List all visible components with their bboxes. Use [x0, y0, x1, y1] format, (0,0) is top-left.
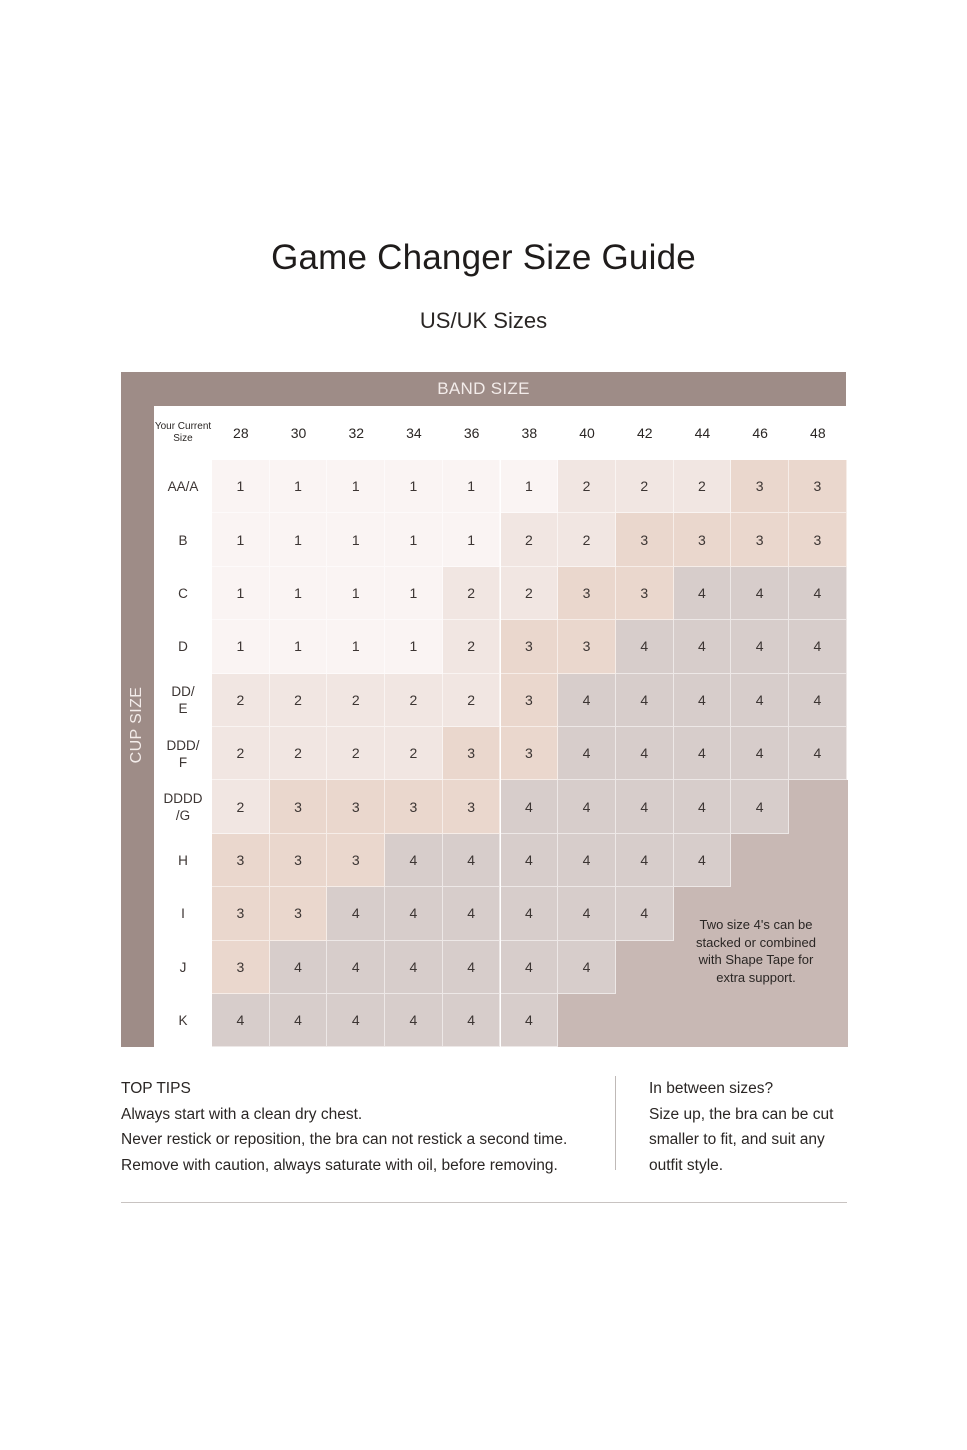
size-cell: 4: [789, 674, 847, 727]
top-tips-heading: TOP TIPS: [121, 1080, 191, 1097]
size-cell: 1: [327, 567, 385, 620]
size-cell: 1: [501, 460, 559, 513]
size-cell: 4: [443, 994, 501, 1047]
size-cell: 4: [731, 780, 789, 833]
size-cell: 3: [443, 727, 501, 780]
size-cell: 1: [327, 460, 385, 513]
top-tips: [121, 1076, 611, 1178]
size-cell: 3: [385, 780, 443, 833]
size-cell: 4: [674, 780, 732, 833]
size-cell: 4: [501, 941, 559, 994]
size-cell: 2: [270, 727, 328, 780]
size-cell: 3: [270, 834, 328, 887]
size-cell: 2: [443, 620, 501, 673]
size-cell: 2: [327, 674, 385, 727]
size-cell: 4: [501, 887, 559, 940]
size-cell: 2: [616, 460, 674, 513]
size-cell: 3: [731, 513, 789, 566]
size-cell: 4: [385, 834, 443, 887]
size-cell: 3: [789, 513, 847, 566]
size-cell: 4: [501, 994, 559, 1047]
tip-line: Remove with caution, always saturate with oil, before removing.: [121, 1156, 558, 1174]
size-cell: 1: [443, 460, 501, 513]
band-header: 36: [443, 406, 501, 460]
size-cell: 2: [385, 674, 443, 727]
cup-row-label: DDD/ F: [154, 727, 212, 780]
size-cell: 1: [385, 460, 443, 513]
size-cell: 3: [501, 674, 559, 727]
band-header: 30: [270, 406, 328, 460]
size-cell: 1: [385, 513, 443, 566]
size-cell: 2: [501, 513, 559, 566]
band-header: 40: [558, 406, 616, 460]
size-cell: 4: [731, 674, 789, 727]
empty-region: [558, 994, 848, 1047]
band-header: 48: [789, 406, 847, 460]
band-header: 46: [731, 406, 789, 460]
size-cell: 4: [674, 567, 732, 620]
size-cell: 1: [385, 567, 443, 620]
band-size-label: BAND SIZE: [437, 379, 530, 398]
size-cell: 4: [443, 887, 501, 940]
size-cell: 3: [327, 780, 385, 833]
size-cell: 4: [558, 834, 616, 887]
size-cell: 1: [212, 460, 270, 513]
size-cell: 4: [501, 834, 559, 887]
in-between-line: In between sizes?: [649, 1080, 774, 1097]
size-cell: 4: [212, 994, 270, 1047]
size-cell: 3: [789, 460, 847, 513]
size-cell: 4: [616, 887, 674, 940]
size-cell: 4: [385, 994, 443, 1047]
size-cell: 3: [616, 567, 674, 620]
size-cell: 4: [616, 834, 674, 887]
size-cell: 4: [616, 727, 674, 780]
in-between-line: smaller to fit, and suit any: [649, 1131, 825, 1148]
size-cell: 2: [443, 674, 501, 727]
size-cell: 1: [212, 620, 270, 673]
cup-row-label: J: [154, 941, 212, 994]
size-cell: 4: [558, 674, 616, 727]
size-cell: 2: [558, 513, 616, 566]
size-cell: 4: [789, 727, 847, 780]
cup-size-label: CUP SIZE: [128, 686, 145, 764]
size-cell: 1: [270, 513, 328, 566]
size-cell: 4: [789, 567, 847, 620]
vertical-divider: [615, 1076, 616, 1170]
size-cell: 4: [558, 727, 616, 780]
size-cell: 4: [443, 834, 501, 887]
cup-row-label: C: [154, 567, 212, 620]
cup-row-label: I: [154, 887, 212, 940]
size-cell: 4: [558, 941, 616, 994]
corner-label: Your Current Size: [154, 406, 212, 460]
size-cell: 3: [270, 887, 328, 940]
size-cell: 1: [270, 620, 328, 673]
cup-row-label: K: [154, 994, 212, 1047]
size-cell: 4: [327, 994, 385, 1047]
size-cell: 4: [731, 567, 789, 620]
size-cell: 2: [501, 567, 559, 620]
band-header: 42: [616, 406, 674, 460]
size-cell: 4: [385, 941, 443, 994]
size-cell: 4: [327, 941, 385, 994]
size-cell: 2: [674, 460, 732, 513]
in-between-line: Size up, the bra can be cut: [649, 1105, 834, 1123]
size-cell: 3: [212, 941, 270, 994]
page-title: Game Changer Size Guide: [271, 238, 696, 277]
size-cell: 1: [212, 567, 270, 620]
size-cell: 4: [616, 780, 674, 833]
size-cell: 3: [558, 567, 616, 620]
size-cell: 1: [327, 513, 385, 566]
cup-row-label: H: [154, 834, 212, 887]
size-cell: 4: [616, 674, 674, 727]
size-cell: 2: [270, 674, 328, 727]
size-cell: 3: [731, 460, 789, 513]
band-header: 44: [674, 406, 732, 460]
size-cell: 3: [212, 887, 270, 940]
cup-row-label: B: [154, 513, 212, 566]
size-cell: 3: [212, 834, 270, 887]
cup-row-label: D: [154, 620, 212, 673]
size-cell: 2: [443, 567, 501, 620]
cup-row-label: AA/A: [154, 460, 212, 513]
size-cell: 3: [616, 513, 674, 566]
page-subtitle: US/UK Sizes: [419, 308, 548, 333]
size-cell: 4: [385, 887, 443, 940]
size-cell: 3: [327, 834, 385, 887]
size-cell: 4: [731, 727, 789, 780]
size-cell: 2: [212, 780, 270, 833]
size-cell: 1: [270, 567, 328, 620]
size-cell: 4: [789, 620, 847, 673]
size-cell: 2: [327, 727, 385, 780]
size-cell: 4: [270, 994, 328, 1047]
size-cell: 2: [212, 674, 270, 727]
size-cell: 4: [731, 620, 789, 673]
size-cell: 1: [212, 513, 270, 566]
cup-row-label: DD/ E: [154, 674, 212, 727]
size-cell: 4: [674, 620, 732, 673]
horizontal-divider: [121, 1202, 847, 1203]
size-cell: 3: [558, 620, 616, 673]
in-between-sizes: [649, 1076, 849, 1178]
size-cell: 4: [674, 674, 732, 727]
size-cell: 1: [270, 460, 328, 513]
size-cell: 4: [327, 887, 385, 940]
size-cell: 4: [674, 727, 732, 780]
band-header: 32: [327, 406, 385, 460]
size-cell: 1: [385, 620, 443, 673]
in-between-line: outfit style.: [649, 1156, 724, 1174]
tip-line: Always start with a clean dry chest.: [121, 1105, 363, 1123]
size-cell: 4: [674, 834, 732, 887]
size-cell: 4: [443, 941, 501, 994]
cup-row-label: DDDD /G: [154, 780, 212, 833]
size-cell: 4: [270, 941, 328, 994]
size-cell: 4: [558, 780, 616, 833]
size-cell: 2: [385, 727, 443, 780]
size-cell: 2: [212, 727, 270, 780]
size-cell: 3: [501, 620, 559, 673]
size-cell: 1: [443, 513, 501, 566]
band-header: 28: [212, 406, 270, 460]
size-cell: 2: [558, 460, 616, 513]
size-cell: 4: [558, 887, 616, 940]
size-cell: 4: [616, 620, 674, 673]
size-cell: 3: [270, 780, 328, 833]
stacking-note: Two size 4's can be stacked or combined with Shape Tape for extra support.: [696, 917, 816, 985]
band-header: 38: [501, 406, 559, 460]
size-cell: 3: [443, 780, 501, 833]
size-cell: 4: [501, 780, 559, 833]
tip-line: Never restick or reposition, the bra can not restick a second time.: [121, 1131, 568, 1148]
size-cell: 1: [327, 620, 385, 673]
band-header: 34: [385, 406, 443, 460]
size-cell: 3: [501, 727, 559, 780]
size-cell: 3: [674, 513, 732, 566]
